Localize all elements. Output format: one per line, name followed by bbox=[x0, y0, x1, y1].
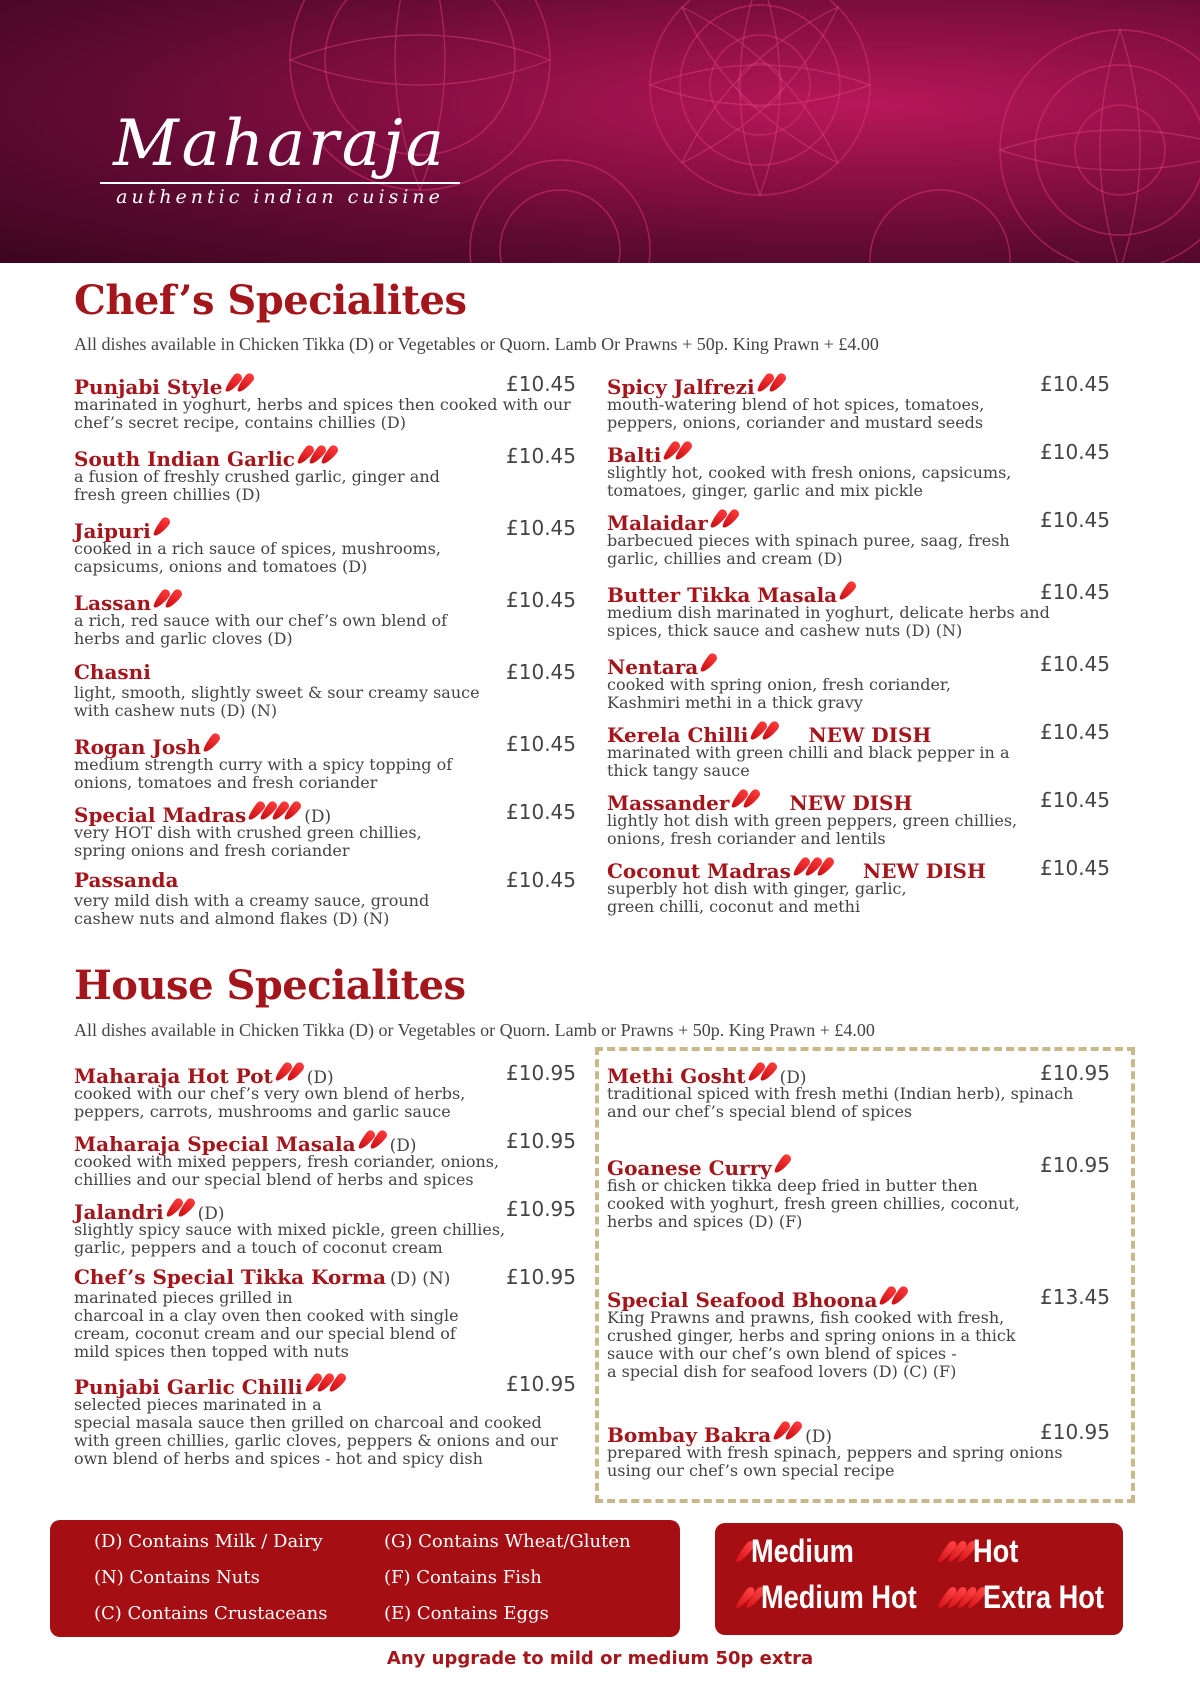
menu-item-header bbox=[607, 788, 1110, 815]
dish-description: barbecued pieces with spinach puree, saag, fresh bbox=[607, 531, 1010, 550]
chilli-icon-group bbox=[843, 580, 855, 602]
menu-item bbox=[607, 372, 1110, 432]
dish-description: a rich, red sauce with our chef’s own blend of bbox=[74, 611, 448, 630]
allergen-tag: (D) bbox=[779, 1068, 807, 1088]
dish-description: cream, coconut cream and our special blend of bbox=[74, 1324, 456, 1343]
dish-price: £10.95 bbox=[506, 1372, 576, 1396]
chilli-icon-group bbox=[667, 440, 691, 462]
dish-description: marinated pieces grilled in bbox=[74, 1288, 293, 1307]
menu-item bbox=[74, 1265, 576, 1361]
heat-medium bbox=[735, 1533, 872, 1570]
menu-item-header bbox=[607, 1153, 1110, 1180]
dish-price: £10.95 bbox=[1040, 1061, 1110, 1085]
dish-price: £10.45 bbox=[1040, 720, 1110, 744]
dish-name: Chasni bbox=[74, 660, 151, 684]
dish-name: South Indian Garlic bbox=[74, 447, 295, 471]
dish-price: £10.45 bbox=[1040, 788, 1110, 812]
dish-description: spring onions and fresh coriander bbox=[74, 841, 350, 860]
dish-description: cashew nuts and almond flakes (D) (N) bbox=[74, 909, 390, 928]
menu-item bbox=[74, 372, 576, 432]
allergen-nuts: (N) Contains Nuts bbox=[94, 1567, 260, 1588]
menu-item-header bbox=[74, 1197, 576, 1224]
dish-price: £10.95 bbox=[506, 1265, 576, 1289]
dish-price: £10.95 bbox=[1040, 1420, 1110, 1444]
dish-description: lightly hot dish with green peppers, green chillies, bbox=[607, 811, 1018, 830]
allergen-gluten: (G) Contains Wheat/Gluten bbox=[384, 1531, 631, 1552]
allergen-tag: (D) bbox=[306, 1068, 334, 1088]
menu-item bbox=[607, 720, 1110, 780]
menu-item-header bbox=[74, 660, 576, 684]
dish-description: peppers, onions, coriander and mustard seeds bbox=[607, 413, 984, 432]
chilli-icon-group bbox=[943, 1539, 973, 1565]
dish-description: herbs and garlic cloves (D) bbox=[74, 629, 293, 648]
dish-description: with green chillies, garlic cloves, peppers & onions and our bbox=[74, 1431, 558, 1450]
dish-price: £10.45 bbox=[506, 588, 576, 612]
dish-name: Lassan bbox=[74, 591, 152, 615]
new-dish-badge: NEW DISH bbox=[862, 859, 986, 883]
dish-price: £10.95 bbox=[506, 1129, 576, 1153]
dish-price: £13.45 bbox=[1040, 1285, 1110, 1309]
menu-item bbox=[74, 868, 576, 928]
menu-item-header bbox=[74, 1372, 576, 1399]
heat-extra-hot-label: Extra Hot bbox=[983, 1579, 1104, 1615]
dish-description: spices, thick sauce and cashew nuts (D) (N) bbox=[607, 621, 963, 640]
menu-item bbox=[74, 588, 576, 648]
menu-item-header bbox=[607, 856, 1110, 883]
dish-description: mouth-watering blend of hot spices, tomatoes, bbox=[607, 395, 985, 414]
dish-description: thick tangy sauce bbox=[607, 761, 750, 780]
dish-description: own blend of herbs and spices - hot and spicy dish bbox=[74, 1449, 483, 1468]
heat-hot bbox=[937, 1533, 1026, 1570]
dish-description: garlic, peppers and a touch of coconut cream bbox=[74, 1238, 443, 1257]
dish-name: Passanda bbox=[74, 868, 179, 892]
chef-specialites-title: Chef’s Specialites bbox=[74, 277, 467, 324]
menu-item bbox=[74, 1197, 576, 1257]
dish-name: Spicy Jalfrezi bbox=[607, 375, 755, 399]
allergen-tag: (D) bbox=[389, 1136, 417, 1156]
dish-name: Kerela Chilli bbox=[607, 723, 749, 747]
menu-item-header bbox=[607, 1420, 1110, 1447]
restaurant-logo bbox=[100, 107, 460, 208]
dish-description: crushed ginger, herbs and spring onions in a thick bbox=[607, 1326, 1016, 1345]
chilli-icon-group bbox=[301, 444, 337, 466]
dish-description: peppers, carrots, mushrooms and garlic sauce bbox=[74, 1102, 451, 1121]
allergen-dairy: (D) Contains Milk / Dairy bbox=[94, 1531, 323, 1552]
menu-item bbox=[607, 440, 1110, 500]
dish-name: Punjabi Garlic Chilli bbox=[74, 1375, 303, 1399]
menu-item bbox=[74, 1372, 576, 1468]
chilli-icon-group bbox=[741, 1585, 761, 1611]
allergen-tag: (D) bbox=[197, 1204, 225, 1224]
dish-price: £10.95 bbox=[1040, 1153, 1110, 1177]
dish-description: sauce with our chef’s own blend of spices - bbox=[607, 1344, 957, 1363]
header-banner bbox=[0, 0, 1200, 263]
menu-item-header bbox=[607, 440, 1110, 467]
dish-description: marinated in yoghurt, herbs and spices then cooked with our bbox=[74, 395, 571, 414]
logo-name: Maharaja bbox=[113, 107, 447, 181]
menu-item-header bbox=[74, 1129, 576, 1156]
dish-description: and our chef’s special blend of spices bbox=[607, 1102, 913, 1121]
dish-price: £10.45 bbox=[506, 800, 576, 824]
menu-item-header bbox=[74, 868, 576, 892]
dish-name: Chef’s Special Tikka Korma bbox=[74, 1265, 386, 1289]
dish-description: cooked with mixed peppers, fresh coriander, onions, bbox=[74, 1152, 500, 1171]
menu-item-header bbox=[607, 1061, 1110, 1088]
dish-price: £10.45 bbox=[506, 372, 576, 396]
dish-price: £10.45 bbox=[1040, 856, 1110, 880]
chilli-icon bbox=[772, 1153, 793, 1176]
house-specialites-title: House Specialites bbox=[74, 962, 466, 1009]
dish-description: selected pieces marinated in a bbox=[74, 1395, 322, 1414]
heat-hot-label: Hot bbox=[973, 1533, 1019, 1569]
chilli-icon-group bbox=[761, 372, 785, 394]
dish-description: light, smooth, slightly sweet & sour creamy sauce bbox=[74, 683, 480, 702]
chilli-icon bbox=[201, 732, 222, 755]
dish-description: capsicums, onions and tomatoes (D) bbox=[74, 557, 368, 576]
menu-item bbox=[74, 444, 576, 504]
menu-item bbox=[607, 856, 1110, 916]
dish-description: onions, tomatoes and fresh coriander bbox=[74, 773, 378, 792]
menu-item bbox=[74, 516, 576, 576]
menu-item bbox=[607, 1285, 1110, 1381]
chilli-icon bbox=[698, 652, 719, 675]
chilli-icon-group bbox=[207, 732, 219, 754]
dish-description: slightly hot, cooked with fresh onions, capsicums, bbox=[607, 463, 1012, 482]
menu-item bbox=[74, 1129, 576, 1189]
dish-name: Butter Tikka Masala bbox=[607, 583, 838, 607]
chilli-icon-group bbox=[309, 1372, 345, 1394]
dish-description: traditional spiced with fresh methi (Indian herb), spinach bbox=[607, 1084, 1074, 1103]
allergen-tag: (D) (N) bbox=[389, 1269, 451, 1289]
menu-item bbox=[607, 580, 1110, 640]
chilli-icon-group bbox=[778, 1153, 790, 1175]
dish-description: medium strength curry with a spicy topping of bbox=[74, 755, 453, 774]
chilli-icon-group bbox=[735, 788, 759, 810]
chilli-icon-group bbox=[714, 508, 738, 530]
menu-item bbox=[74, 1061, 576, 1121]
dish-name: Maharaja Special Masala bbox=[74, 1132, 356, 1156]
chilli-icon-group bbox=[777, 1420, 801, 1442]
menu-item-header bbox=[74, 800, 576, 827]
dish-price: £10.95 bbox=[506, 1197, 576, 1221]
dish-description: very mild dish with a creamy sauce, ground bbox=[74, 891, 430, 910]
dish-description: slightly spicy sauce with mixed pickle, green chillies, bbox=[74, 1220, 506, 1239]
menu-item bbox=[607, 1153, 1110, 1231]
menu-item-header bbox=[74, 1265, 576, 1289]
chilli-icon-group bbox=[252, 800, 300, 822]
logo-tagline: authentic indian cuisine bbox=[116, 186, 444, 208]
dish-name: Balti bbox=[607, 443, 662, 467]
dish-description: onions, fresh coriander and lentils bbox=[607, 829, 886, 848]
dish-description: green chilli, coconut and methi bbox=[607, 897, 861, 916]
dish-name: Goanese Curry bbox=[607, 1156, 772, 1180]
new-dish-badge: NEW DISH bbox=[808, 723, 932, 747]
dish-price: £10.45 bbox=[506, 660, 576, 684]
menu-item bbox=[607, 788, 1110, 848]
chilli-icon-group bbox=[943, 1585, 983, 1611]
dish-price: £10.95 bbox=[506, 1061, 576, 1085]
dish-name: Methi Gosht bbox=[607, 1064, 746, 1088]
menu-item-header bbox=[74, 732, 576, 759]
allergen-legend bbox=[50, 1520, 680, 1637]
heat-medium-label: Medium bbox=[751, 1533, 854, 1569]
house-specialites-note: All dishes available in Chicken Tikka (D) or Vegetables or Quorn. Lamb or Prawns + 50p. King Prawn + £4.00 bbox=[74, 1020, 875, 1040]
dish-price: £10.45 bbox=[506, 444, 576, 468]
dish-price: £10.45 bbox=[1040, 440, 1110, 464]
dish-description: very HOT dish with crushed green chillies, bbox=[74, 823, 422, 842]
dish-price: £10.45 bbox=[1040, 372, 1110, 396]
spice-level-legend bbox=[715, 1523, 1123, 1635]
dish-price: £10.45 bbox=[1040, 652, 1110, 676]
dish-name: Nentara bbox=[607, 655, 699, 679]
dish-description: marinated with green chilli and black pepper in a bbox=[607, 743, 1010, 762]
dish-description: chillies and our special blend of herbs and spices bbox=[74, 1170, 474, 1189]
dish-name: Punjabi Style bbox=[74, 375, 223, 399]
chilli-icon-group bbox=[797, 856, 833, 878]
chef-specialites-note: All dishes available in Chicken Tikka (D) or Vegetables or Quorn. Lamb Or Prawns + 50p. King Prawn + £4.00 bbox=[74, 334, 879, 354]
upgrade-note: Any upgrade to mild or medium 50p extra bbox=[386, 1648, 814, 1669]
dish-price: £10.45 bbox=[506, 732, 576, 756]
dish-name: Special Madras bbox=[74, 803, 247, 827]
menu-item-header bbox=[74, 372, 576, 399]
chilli-icon-group bbox=[362, 1129, 386, 1151]
dish-description: prepared with fresh spinach, peppers and spring onions bbox=[607, 1443, 1063, 1462]
menu-item bbox=[607, 508, 1110, 568]
dish-description: a fusion of freshly crushed garlic, ginger and bbox=[74, 467, 440, 486]
chilli-icon bbox=[837, 580, 858, 603]
chilli-icon-group bbox=[741, 1539, 751, 1565]
chilli-icon-group bbox=[752, 1061, 776, 1083]
dish-price: £10.45 bbox=[1040, 508, 1110, 532]
menu-item-header bbox=[607, 580, 1110, 607]
dish-name: Bombay Bakra bbox=[607, 1423, 772, 1447]
dish-price: £10.45 bbox=[506, 868, 576, 892]
heat-medium-hot-label: Medium Hot bbox=[761, 1579, 917, 1615]
allergen-fish: (F) Contains Fish bbox=[384, 1567, 542, 1588]
menu-item bbox=[607, 1061, 1110, 1121]
menu-item bbox=[74, 800, 576, 860]
chilli-icon-group bbox=[157, 588, 181, 610]
dish-description: fish or chicken tikka deep fried in butter then bbox=[607, 1176, 978, 1195]
dish-name: Jaipuri bbox=[74, 519, 151, 543]
chilli-icon-group bbox=[170, 1197, 194, 1219]
chilli-icon-group bbox=[883, 1285, 907, 1307]
dish-name: Coconut Madras bbox=[607, 859, 791, 883]
allergen-tag: (D) bbox=[805, 1427, 833, 1447]
heat-medium-hot bbox=[735, 1579, 944, 1616]
dish-name: Special Seafood Bhoona bbox=[607, 1288, 878, 1312]
dish-description: a special dish for seafood lovers (D) (C) (F) bbox=[607, 1362, 957, 1381]
dish-description: fresh green chillies (D) bbox=[74, 485, 261, 504]
menu-item-header bbox=[607, 1285, 1110, 1312]
dish-description: cooked in a rich sauce of spices, mushrooms, bbox=[74, 539, 441, 558]
dish-name: Rogan Josh bbox=[74, 735, 202, 759]
dish-name: Jalandri bbox=[74, 1200, 164, 1224]
menu-item-header bbox=[607, 508, 1110, 535]
dish-description: using our chef’s own special recipe bbox=[607, 1461, 895, 1480]
chilli-icon-group bbox=[704, 652, 716, 674]
dish-name: Maharaja Hot Pot bbox=[74, 1064, 273, 1088]
new-dish-badge: NEW DISH bbox=[789, 791, 913, 815]
dish-price: £10.45 bbox=[1040, 580, 1110, 604]
chilli-icon-group bbox=[754, 720, 778, 742]
menu-item-header bbox=[74, 1061, 576, 1088]
dish-description: cooked with spring onion, fresh coriander, bbox=[607, 675, 951, 694]
dish-description: chef’s secret recipe, contains chillies (D) bbox=[74, 413, 406, 432]
menu-item-header bbox=[607, 652, 1110, 679]
allergen-eggs: (E) Contains Eggs bbox=[384, 1603, 549, 1624]
menu-item-header bbox=[607, 372, 1110, 399]
dish-description: superbly hot dish with ginger, garlic, bbox=[607, 879, 907, 898]
dish-description: special masala sauce then grilled on charcoal and cooked bbox=[74, 1413, 542, 1432]
dish-name: Massander bbox=[607, 791, 730, 815]
menu-item bbox=[607, 652, 1110, 712]
logo-divider bbox=[100, 182, 460, 184]
allergen-tag: (D) bbox=[304, 807, 332, 827]
chilli-icon-group bbox=[157, 516, 169, 538]
chilli-icon-group bbox=[229, 372, 253, 394]
menu-item-header bbox=[74, 516, 576, 543]
dish-description: Kashmiri methi in a thick gravy bbox=[607, 693, 863, 712]
dish-name: Malaidar bbox=[607, 511, 708, 535]
chilli-icon-group bbox=[279, 1061, 303, 1083]
menu-item-header bbox=[607, 720, 1110, 747]
heat-extra-hot bbox=[937, 1579, 1125, 1616]
dish-description: mild spices then topped with nuts bbox=[74, 1342, 349, 1361]
dish-description: herbs and spices (D) (F) bbox=[607, 1212, 803, 1231]
dish-price: £10.45 bbox=[506, 516, 576, 540]
menu-item-header bbox=[74, 444, 576, 471]
dish-description: cooked with our chef’s very own blend of herbs, bbox=[74, 1084, 466, 1103]
dish-description: King Prawns and prawns, fish cooked with fresh, bbox=[607, 1308, 1005, 1327]
menu-item-header bbox=[74, 588, 576, 615]
dish-description: garlic, chillies and cream (D) bbox=[607, 549, 843, 568]
chilli-icon bbox=[151, 516, 172, 539]
dish-description: cooked with yoghurt, fresh green chillies, coconut, bbox=[607, 1194, 1020, 1213]
menu-item bbox=[74, 660, 576, 720]
allergen-crustaceans: (C) Contains Crustaceans bbox=[94, 1603, 328, 1624]
dish-description: tomatoes, ginger, garlic and mix pickle bbox=[607, 481, 924, 500]
dish-description: charcoal in a clay oven then cooked with single bbox=[74, 1306, 459, 1325]
dish-description: with cashew nuts (D) (N) bbox=[74, 701, 278, 720]
dish-description: medium dish marinated in yoghurt, delicate herbs and bbox=[607, 603, 1050, 622]
menu-item bbox=[74, 732, 576, 792]
menu-item bbox=[607, 1420, 1110, 1480]
